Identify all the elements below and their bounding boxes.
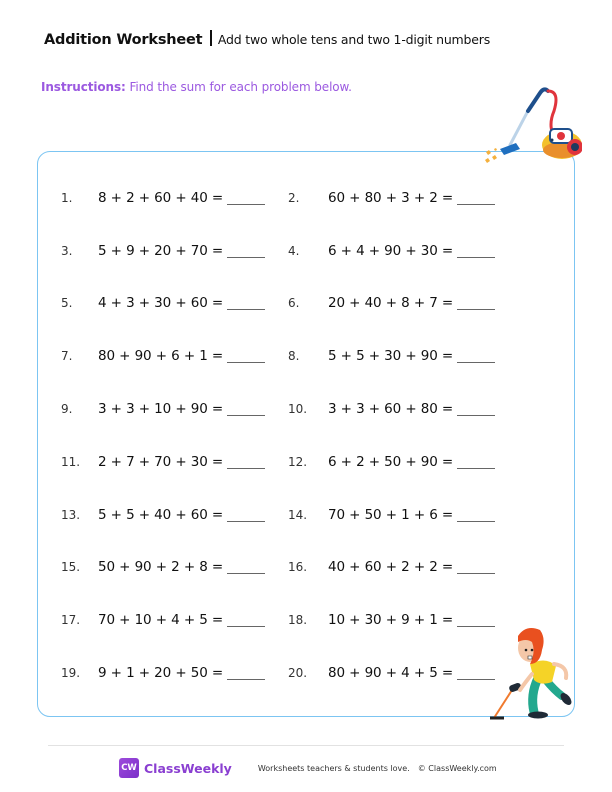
- answer-blank[interactable]: [227, 415, 265, 416]
- problem-number: 8.: [288, 349, 300, 363]
- problem-number: 15.: [61, 560, 81, 574]
- answer-blank[interactable]: [457, 309, 495, 310]
- problem-expression: 20 + 40 + 8 + 7 =: [328, 295, 454, 311]
- worksheet-header: [44, 28, 490, 48]
- worksheet-title: Addition Worksheet: [44, 32, 203, 48]
- problem-expression: 3 + 3 + 60 + 80 =: [328, 401, 454, 417]
- problem-expression: 4 + 3 + 30 + 60 =: [98, 295, 224, 311]
- footer-copyright: © ClassWeekly.com: [417, 763, 497, 773]
- problem-number: 14.: [288, 508, 308, 522]
- problem-expression: 9 + 1 + 20 + 50 =: [98, 665, 224, 681]
- answer-blank[interactable]: [227, 257, 265, 258]
- problem-number: 13.: [61, 508, 81, 522]
- problem-number: 1.: [61, 191, 73, 205]
- problem-expression: 80 + 90 + 6 + 1 =: [98, 348, 224, 364]
- problem-expression: 6 + 2 + 50 + 90 =: [328, 454, 454, 470]
- problem-number: 7.: [61, 349, 73, 363]
- problem-expression: 80 + 90 + 4 + 5 =: [328, 665, 454, 681]
- answer-blank[interactable]: [457, 362, 495, 363]
- answer-blank[interactable]: [457, 257, 495, 258]
- answer-blank[interactable]: [457, 573, 495, 574]
- answer-blank[interactable]: [227, 521, 265, 522]
- problem-expression: 8 + 2 + 60 + 40 =: [98, 190, 224, 206]
- problem-expression: 70 + 10 + 4 + 5 =: [98, 612, 224, 628]
- answer-blank[interactable]: [227, 679, 265, 680]
- problem-number: 19.: [61, 666, 81, 680]
- problem-number: 16.: [288, 560, 308, 574]
- problem-number: 17.: [61, 613, 81, 627]
- problem-expression: 60 + 80 + 3 + 2 =: [328, 190, 454, 206]
- problem-expression: 5 + 5 + 30 + 90 =: [328, 348, 454, 364]
- footer-tagline: Worksheets teachers & students love.: [257, 763, 410, 773]
- problem-expression: 5 + 9 + 20 + 70 =: [98, 243, 224, 259]
- worksheet-subtitle: Add two whole tens and two 1-digit numbers: [217, 32, 491, 47]
- answer-blank[interactable]: [457, 468, 495, 469]
- classweekly-logo-icon: CW: [119, 758, 139, 778]
- vacuum-cleaner-icon: [482, 85, 582, 165]
- brand-name: ClassWeekly: [144, 760, 232, 776]
- answer-blank[interactable]: [227, 362, 265, 363]
- problem-expression: 2 + 7 + 70 + 30 =: [98, 454, 224, 470]
- problem-expression: 5 + 5 + 40 + 60 =: [98, 507, 224, 523]
- problem-number: 12.: [288, 455, 308, 469]
- footer: [119, 758, 497, 778]
- instructions: [41, 80, 352, 94]
- answer-blank[interactable]: [457, 415, 495, 416]
- answer-blank[interactable]: [227, 573, 265, 574]
- problem-expression: 40 + 60 + 2 + 2 =: [328, 559, 454, 575]
- problem-number: 3.: [61, 244, 73, 258]
- man-vacuuming-icon: [490, 620, 582, 720]
- problem-number: 18.: [288, 613, 308, 627]
- answer-blank[interactable]: [227, 468, 265, 469]
- problem-expression: 10 + 30 + 9 + 1 =: [328, 612, 454, 628]
- problem-number: 4.: [288, 244, 300, 258]
- instructions-label: Instructions:: [41, 80, 126, 94]
- problem-number: 9.: [61, 402, 73, 416]
- answer-blank[interactable]: [227, 626, 265, 627]
- answer-blank[interactable]: [227, 309, 265, 310]
- answer-blank[interactable]: [457, 204, 495, 205]
- problem-expression: 50 + 90 + 2 + 8 =: [98, 559, 224, 575]
- answer-blank[interactable]: [227, 204, 265, 205]
- problem-number: 11.: [61, 455, 81, 469]
- answer-blank[interactable]: [457, 521, 495, 522]
- header-divider: [210, 30, 212, 46]
- problem-expression: 70 + 50 + 1 + 6 =: [328, 507, 454, 523]
- problem-number: 6.: [288, 296, 300, 310]
- problem-expression: 6 + 4 + 90 + 30 =: [328, 243, 454, 259]
- problem-number: 10.: [288, 402, 308, 416]
- instructions-text: Find the sum for each problem below.: [129, 80, 352, 94]
- problem-number: 2.: [288, 191, 300, 205]
- problem-expression: 3 + 3 + 10 + 90 =: [98, 401, 224, 417]
- problem-number: 20.: [288, 666, 308, 680]
- footer-divider: [48, 745, 564, 746]
- problem-number: 5.: [61, 296, 73, 310]
